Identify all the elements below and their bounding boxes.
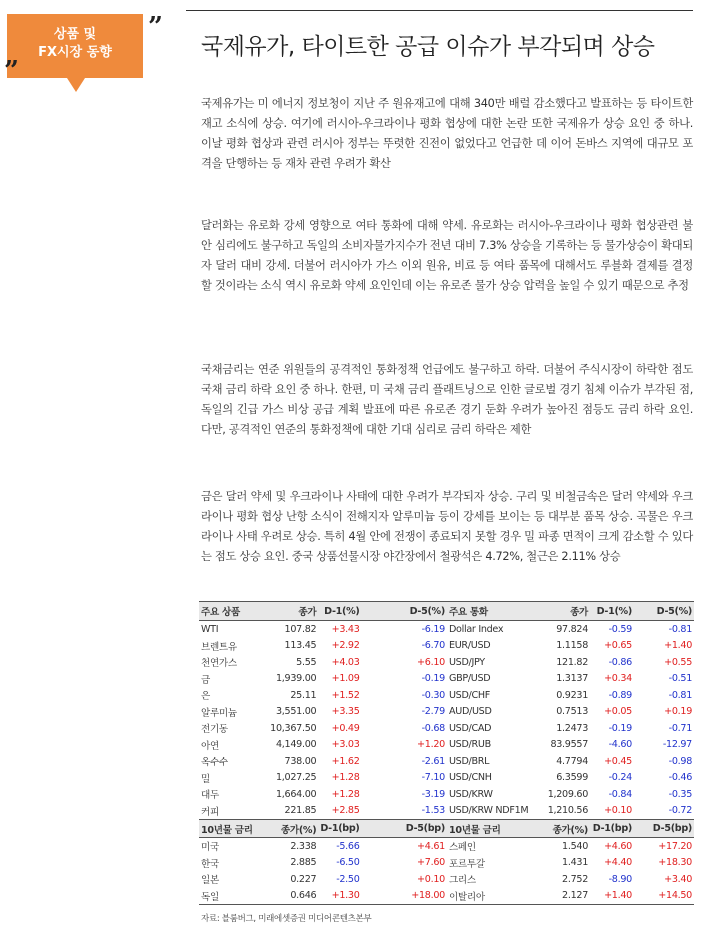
source-note: 자료: 블룸버그, 미래에셋증권 미디어콘텐츠본부 bbox=[201, 914, 372, 924]
table-cell: -7.10 bbox=[421, 772, 445, 784]
paragraph-bonds: 국채금리는 연준 위원들의 공격적인 통화정책 언급에도 불구하고 하락. 더불어 주식시장이 하락한 점도 국채 금리 하락 요인 중 하나. 한편, 미 국채 금리 플래트닝으로 인한 글로벌 경기 침체 이슈가 부각된 점, 독일의 긴급 가스 비상 공급 계획 발표에 따른 유로존 경기 둔화 우려가 높아진 점등도 금리 하락 요인. 다만, 공격적인 연준의 통화정책에 대한 기대 심리로 금리 하락은 제한 bbox=[201, 363, 693, 436]
table-cell: USD/CHF bbox=[448, 689, 491, 701]
table-cell: +3.43 bbox=[331, 623, 360, 635]
table-header-cell: 주요 상품 bbox=[199, 602, 268, 621]
table-cell: Dollar Index bbox=[448, 623, 504, 635]
table-cell: -0.19 bbox=[608, 722, 632, 734]
table-cell: -4.60 bbox=[608, 739, 632, 751]
table-cell: 2.752 bbox=[562, 873, 589, 885]
table-row bbox=[199, 786, 694, 803]
table-cell: 1.540 bbox=[562, 840, 589, 852]
table-cell: 121.82 bbox=[556, 656, 589, 668]
table-header-cell: 종가 bbox=[538, 602, 590, 621]
table-cell: -0.19 bbox=[421, 673, 445, 685]
table-header-cell: 종가(%) bbox=[268, 820, 318, 838]
table-cell: 금 bbox=[201, 674, 210, 686]
table-cell: 아연 bbox=[201, 740, 219, 752]
table-cell: 포르투갈 bbox=[448, 858, 485, 870]
table-cell: -6.50 bbox=[336, 857, 360, 869]
table-cell: USD/KRW bbox=[448, 788, 493, 800]
table-cell: -2.61 bbox=[421, 755, 445, 767]
table-cell: +1.62 bbox=[331, 755, 360, 767]
table-cell: 알루미늄 bbox=[201, 707, 237, 719]
table-cell: -0.51 bbox=[668, 673, 692, 685]
table-cell: +18.00 bbox=[362, 888, 447, 905]
table-cell: +2.85 bbox=[331, 805, 360, 817]
table-cell: USD/BRL bbox=[448, 755, 490, 767]
table-cell: 4.7794 bbox=[556, 755, 589, 767]
table-cell: -2.79 bbox=[421, 706, 445, 718]
table-cell: 0.7513 bbox=[556, 706, 589, 718]
badge-tail bbox=[67, 78, 85, 92]
table-cell: 브렌트유 bbox=[201, 641, 237, 653]
table-cell: 미국 bbox=[201, 842, 219, 854]
table-cell: +4.60 bbox=[604, 840, 632, 852]
table-cell: +3.03 bbox=[331, 739, 360, 751]
table-cell: +2.92 bbox=[331, 640, 360, 652]
table-cell: 25.11 bbox=[290, 689, 317, 701]
table-cell: +6.10 bbox=[417, 656, 445, 668]
table-cell: 대두 bbox=[201, 790, 219, 802]
table-cell: AUD/USD bbox=[448, 706, 492, 718]
table-cell: 5.55 bbox=[296, 656, 317, 668]
table-cell: 2.885 bbox=[290, 857, 317, 869]
table-row bbox=[199, 654, 694, 671]
table-cell: -0.98 bbox=[668, 755, 692, 767]
table-row bbox=[199, 671, 694, 688]
table-cell: 10,367.50 bbox=[270, 722, 317, 734]
table-cell: +1.28 bbox=[331, 772, 360, 784]
paragraph-commodities: 금은 달러 약세 및 우크라이나 사태에 대한 우려가 부각되자 상승. 구리 및 비철금속은 달러 약세와 우크라이나 평화 협상 난항 소식이 전해지자 알루미늄 등이 강세를 보이는 등 대부분 품목 상승. 곡물은 우크라이나 사태 우려로 상승. 특히 4월 안에 전쟁이 종료되지 못할 경우 밀 파종 면적이 크게 감소할 수 있다는 점도 상승 요인. 중국 상품선물시장 야간장에서 철광석은 4.72%, 철근은 2.11% 상승 bbox=[201, 490, 693, 563]
top-rule bbox=[186, 10, 693, 11]
table-row bbox=[199, 803, 694, 820]
quote-mark-close: ” bbox=[148, 12, 163, 42]
table-header-cell: D-1(%) bbox=[318, 602, 361, 621]
table-cell: -0.68 bbox=[421, 722, 445, 734]
table-cell: +0.10 bbox=[417, 873, 445, 885]
table-cell: -8.90 bbox=[608, 873, 632, 885]
table-header-row bbox=[199, 820, 694, 838]
table-header-cell: D-5(%) bbox=[362, 602, 447, 621]
table-cell: +1.28 bbox=[331, 788, 360, 800]
table-cell: 1,209.60 bbox=[547, 788, 589, 800]
table-cell: 1.3137 bbox=[556, 673, 589, 685]
table-cell: 97.824 bbox=[556, 623, 589, 635]
table-cell: 그리스 bbox=[448, 875, 476, 887]
table-row bbox=[199, 753, 694, 770]
table-cell: -12.97 bbox=[662, 739, 692, 751]
table-cell: -1.53 bbox=[421, 805, 445, 817]
table-row bbox=[199, 888, 694, 905]
table-header-cell: 10년물 금리 bbox=[447, 820, 539, 838]
table-cell: -0.71 bbox=[668, 722, 692, 734]
table-header-cell: 10년물 금리 bbox=[199, 820, 268, 838]
table-cell: +3.40 bbox=[664, 873, 692, 885]
table-cell: +1.20 bbox=[417, 739, 445, 751]
table-cell: 1,210.56 bbox=[547, 805, 589, 817]
table-header-cell: D-1(bp) bbox=[318, 820, 361, 838]
table-header-cell: D-5(%) bbox=[634, 602, 694, 621]
table-cell: 83.9557 bbox=[550, 739, 589, 751]
table-cell: USD/RUB bbox=[448, 739, 491, 751]
table-cell: +1.52 bbox=[331, 689, 360, 701]
table-cell: USD/CNH bbox=[448, 772, 492, 784]
paragraph-dollar: 달러화는 유로화 강세 영향으로 여타 통화에 대해 약세. 유로화는 러시아-우크라이나 평화 협상관련 불안 심리에도 불구하고 독일의 소비자물가지수가 전년 대비 7.3% 상승을 기록하는 등 물가상승이 확대되자 달러 대비 강세. 더불어 러시아가 가스 이외 원유, 비료 등 여타 품목에 대해서도 루블화 결제를 결정할 것이라는 소식 역시 유로화 약세 요인인데 이는 유로존 물가 상승 압력을 높일 수 있기 때문으로 추정 bbox=[201, 219, 693, 292]
table-cell: -2.50 bbox=[336, 873, 360, 885]
table-cell: -6.70 bbox=[421, 640, 445, 652]
table-cell: +7.60 bbox=[417, 857, 445, 869]
table-cell: +1.40 bbox=[590, 888, 634, 905]
table-cell: 738.00 bbox=[284, 755, 317, 767]
table-cell: 0.227 bbox=[290, 873, 317, 885]
table-cell: 1.1158 bbox=[556, 640, 589, 652]
table-cell: 커피 bbox=[201, 806, 219, 818]
table-cell: 천연가스 bbox=[201, 658, 237, 670]
table-cell: -3.19 bbox=[421, 788, 445, 800]
table-cell: 1.2473 bbox=[556, 722, 589, 734]
table-cell: 독일 bbox=[199, 888, 268, 905]
table-cell: +18.30 bbox=[658, 857, 692, 869]
table-cell: 스페인 bbox=[448, 842, 476, 854]
market-table bbox=[199, 601, 694, 905]
table-cell: 1,027.25 bbox=[275, 772, 317, 784]
table-cell: -0.84 bbox=[608, 788, 632, 800]
table-cell: 1,664.00 bbox=[275, 788, 317, 800]
table-cell: +0.19 bbox=[664, 706, 692, 718]
table-cell: +17.20 bbox=[658, 840, 692, 852]
table-cell: 밀 bbox=[201, 773, 210, 785]
table-cell: -5.66 bbox=[336, 840, 360, 852]
table-cell: -0.24 bbox=[608, 772, 632, 784]
table-cell: 1.431 bbox=[562, 857, 589, 869]
table-cell: +1.30 bbox=[318, 888, 361, 905]
table-header-cell: D-1(bp) bbox=[590, 820, 634, 838]
table-cell: -0.81 bbox=[668, 623, 692, 635]
table-row bbox=[199, 737, 694, 754]
table-cell: 107.82 bbox=[284, 623, 317, 635]
table-cell: +4.61 bbox=[417, 840, 445, 852]
table-cell: +3.35 bbox=[331, 706, 360, 718]
table-cell: USD/KRW NDF1M bbox=[448, 805, 529, 817]
section-badge bbox=[7, 14, 143, 78]
badge-line-2: FX시장 동향 bbox=[38, 45, 112, 60]
table-header-cell: D-1(%) bbox=[590, 602, 634, 621]
badge-line-1: 상품 및 bbox=[53, 27, 97, 42]
table-cell: 6.3599 bbox=[556, 772, 589, 784]
table-cell: 2.127 bbox=[538, 888, 590, 905]
table-header-cell: D-5(bp) bbox=[362, 820, 447, 838]
table-cell: +1.40 bbox=[664, 640, 692, 652]
table-cell: 2.338 bbox=[290, 840, 317, 852]
table-cell: -0.30 bbox=[421, 689, 445, 701]
table-cell: USD/CAD bbox=[448, 722, 492, 734]
table-cell: -0.86 bbox=[608, 656, 632, 668]
table-header-cell: 종가(%) bbox=[538, 820, 590, 838]
table-row bbox=[199, 687, 694, 704]
table-row bbox=[199, 720, 694, 737]
table-cell: -0.89 bbox=[608, 689, 632, 701]
table-header-cell: 종가 bbox=[268, 602, 318, 621]
table-cell: GBP/USD bbox=[448, 673, 491, 685]
table-row bbox=[199, 704, 694, 721]
paragraph-oil: 국제유가는 미 에너지 정보청이 지난 주 원유재고에 대해 340만 배럴 감소했다고 발표하는 등 타이트한 재고 소식에 상승. 여기에 러시아-우크라이나 평화 협상에 대한 논란 또한 국제유가 상승 요인 중 하나. 이날 평화 협상과 관련 러시아 정부는 뚜렷한 진전이 없었다고 언급한 데 이어 돈바스 지역에 대규모 포격을 단행하는 등 재차 관련 우려가 확산 bbox=[201, 97, 693, 170]
table-cell: -0.59 bbox=[608, 623, 632, 635]
table-header-cell: D-5(bp) bbox=[634, 820, 694, 838]
table-cell: WTI bbox=[201, 623, 219, 635]
table-cell: 3,551.00 bbox=[275, 706, 317, 718]
table-cell: 일본 bbox=[201, 875, 219, 887]
table-row bbox=[199, 871, 694, 888]
table-cell: 이탈리아 bbox=[447, 888, 539, 905]
table-cell: EUR/USD bbox=[448, 640, 491, 652]
table-cell: -0.35 bbox=[668, 788, 692, 800]
table-cell: +0.55 bbox=[664, 656, 692, 668]
table-cell: +0.34 bbox=[604, 673, 632, 685]
table-cell: +0.45 bbox=[604, 755, 632, 767]
table-row bbox=[199, 838, 694, 855]
table-cell: 221.85 bbox=[284, 805, 317, 817]
table-header-row bbox=[199, 602, 694, 621]
table-cell: -0.72 bbox=[668, 805, 692, 817]
page-title: 국제유가, 타이트한 공급 이슈가 부각되며 상승 bbox=[201, 34, 655, 60]
table-cell: 113.45 bbox=[284, 640, 317, 652]
table-cell: 전기동 bbox=[201, 724, 228, 736]
quote-mark-open: ” bbox=[4, 56, 19, 86]
table-cell: +0.49 bbox=[331, 722, 360, 734]
table-row bbox=[199, 855, 694, 872]
table-cell: 한국 bbox=[201, 858, 219, 870]
table-cell: 0.646 bbox=[268, 888, 318, 905]
table-row bbox=[199, 770, 694, 787]
table-row bbox=[199, 638, 694, 655]
table-cell: +0.05 bbox=[604, 706, 632, 718]
table-cell: USD/JPY bbox=[448, 656, 485, 668]
table-cell: -0.46 bbox=[668, 772, 692, 784]
table-cell: +14.50 bbox=[634, 888, 694, 905]
table-cell: 0.9231 bbox=[556, 689, 589, 701]
table-cell: +0.65 bbox=[604, 640, 632, 652]
table-cell: -6.19 bbox=[421, 623, 445, 635]
table-cell: 은 bbox=[201, 691, 210, 703]
table-cell: 옥수수 bbox=[201, 757, 228, 769]
table-cell: +4.40 bbox=[604, 857, 632, 869]
table-header-cell: 주요 통화 bbox=[447, 602, 539, 621]
table-cell: 1,939.00 bbox=[275, 673, 317, 685]
table-cell: -0.81 bbox=[668, 689, 692, 701]
table-cell: +4.03 bbox=[331, 656, 360, 668]
table-cell: +0.10 bbox=[604, 805, 632, 817]
table-cell: 4,149.00 bbox=[275, 739, 317, 751]
table-cell: +1.09 bbox=[331, 673, 360, 685]
table-row bbox=[199, 621, 694, 638]
